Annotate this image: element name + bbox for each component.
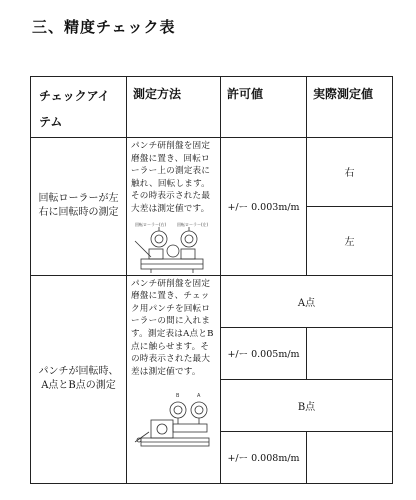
method-roller-rotation: [127, 138, 221, 276]
method-text: パンチ研削盤を固定磨盤に置き、チェック用パンチを回転ローラーの間に入れます。測定表はA点とB点に触らせます。その時表示された最大差は測定値です。: [131, 278, 214, 377]
item-roller-rotation: 回転ローラーが左右に回転時の測定: [31, 138, 127, 276]
tolerance-roller: +/ー 0.003m/m: [221, 138, 307, 276]
tolerance-point-a: +/ー 0.005m/m: [221, 327, 307, 379]
position-left: 左: [307, 206, 393, 275]
diagram-label-left: 回転ローラー(左): [177, 221, 209, 227]
method-text: パンチ研削盤を固定磨盤に置き、回転ローラー上の測定表に触れ、回転します。その時表示された最大差は測定値です。: [131, 141, 211, 214]
diagram-label-right: 回転ローラー(右): [135, 221, 167, 227]
diagram-label-a: A: [197, 393, 201, 400]
roller-dial-diagram: [131, 219, 217, 275]
point-b-label: B点: [221, 379, 393, 431]
item-punch-points: パンチが回転時、A点とB点の測定: [31, 275, 127, 483]
diagram-label-b: B: [176, 393, 180, 400]
measured-point-b: [307, 431, 393, 483]
measured-point-a: [307, 327, 393, 379]
header-measured: 実際測定値: [307, 77, 393, 138]
header-tolerance: 許可値: [221, 77, 307, 138]
table-row: [31, 275, 393, 327]
table-row: [31, 138, 393, 207]
punch-dial-diagram: [131, 390, 217, 452]
header-check-item: チェックアイテム: [31, 77, 127, 138]
header-row: [31, 77, 393, 138]
position-right: 右: [307, 138, 393, 207]
header-method: 測定方法: [127, 77, 221, 138]
section-title: 三、精度チェック表: [32, 18, 176, 36]
tolerance-point-b: +/ー 0.008m/m: [221, 431, 307, 483]
precision-check-table: [30, 76, 393, 484]
point-a-label: A点: [221, 275, 393, 327]
method-punch-points: [127, 275, 221, 483]
